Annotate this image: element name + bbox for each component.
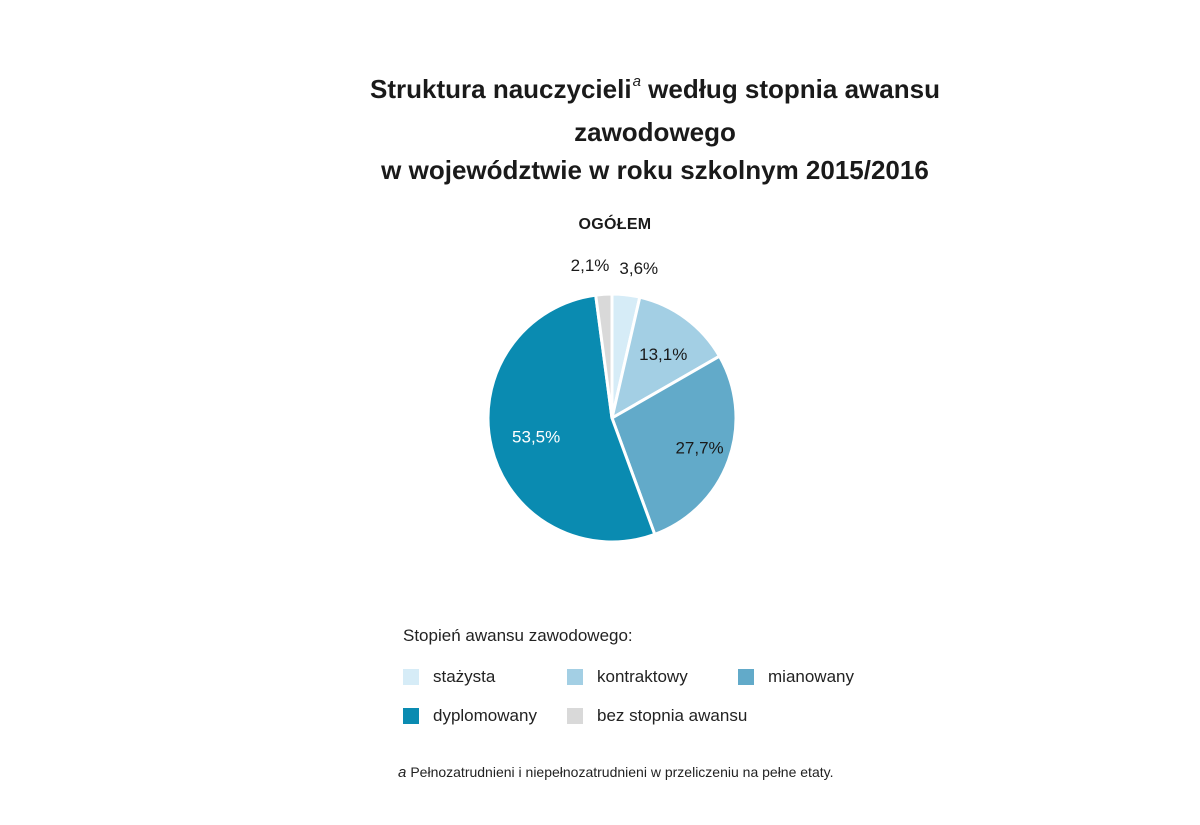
title-footnote-mark: a [632,73,641,90]
pie-label-stazysta: 3,6% [619,259,659,279]
legend-label-kontraktowy: kontraktowy [597,667,688,686]
chart-subtitle: OGÓŁEM [578,216,652,233]
legend-swatch-kontraktowy [567,669,583,685]
legend-item-mianowany [738,667,854,687]
legend-item-bez-stopnia [567,706,747,726]
chart-title-text-2: według stopnia awansu zawodowego [574,74,940,147]
legend-swatch-bez-stopnia [567,708,583,724]
legend-title: Stopień awansu zawodowego: [403,626,633,645]
pie-label-bez-stopnia-awansu: 2,1% [570,256,610,276]
footnote [398,764,833,781]
chart-title-text-1: Struktura nauczycieli [370,74,632,104]
legend-swatch-dyplomowany [403,708,419,724]
footnote-text: Pełnozatrudnieni i niepełnozatrudnieni w przeliczeniu na pełne etaty. [410,764,834,780]
legend-label-stazysta: stażysta [433,667,496,686]
legend-swatch-stazysta [403,669,419,685]
legend-label-bez-stopnia: bez stopnia awansu [597,706,748,725]
legend-swatch-mianowany [738,669,754,685]
chart-title-line-2: w województwie w roku szkolnym 2015/2016 [381,155,929,185]
pie-label-kontraktowy: 13,1% [639,345,688,365]
pie-label-mianowany: 27,7% [675,438,724,458]
pie-label-dyplomowany: 53,5% [512,427,561,447]
legend-item-kontraktowy [567,667,688,687]
legend-item-stazysta [403,667,495,687]
legend-item-dyplomowany [403,706,537,726]
legend-label-dyplomowany: dyplomowany [433,706,537,725]
legend-label-mianowany: mianowany [768,667,854,686]
footnote-mark: a [398,764,407,781]
